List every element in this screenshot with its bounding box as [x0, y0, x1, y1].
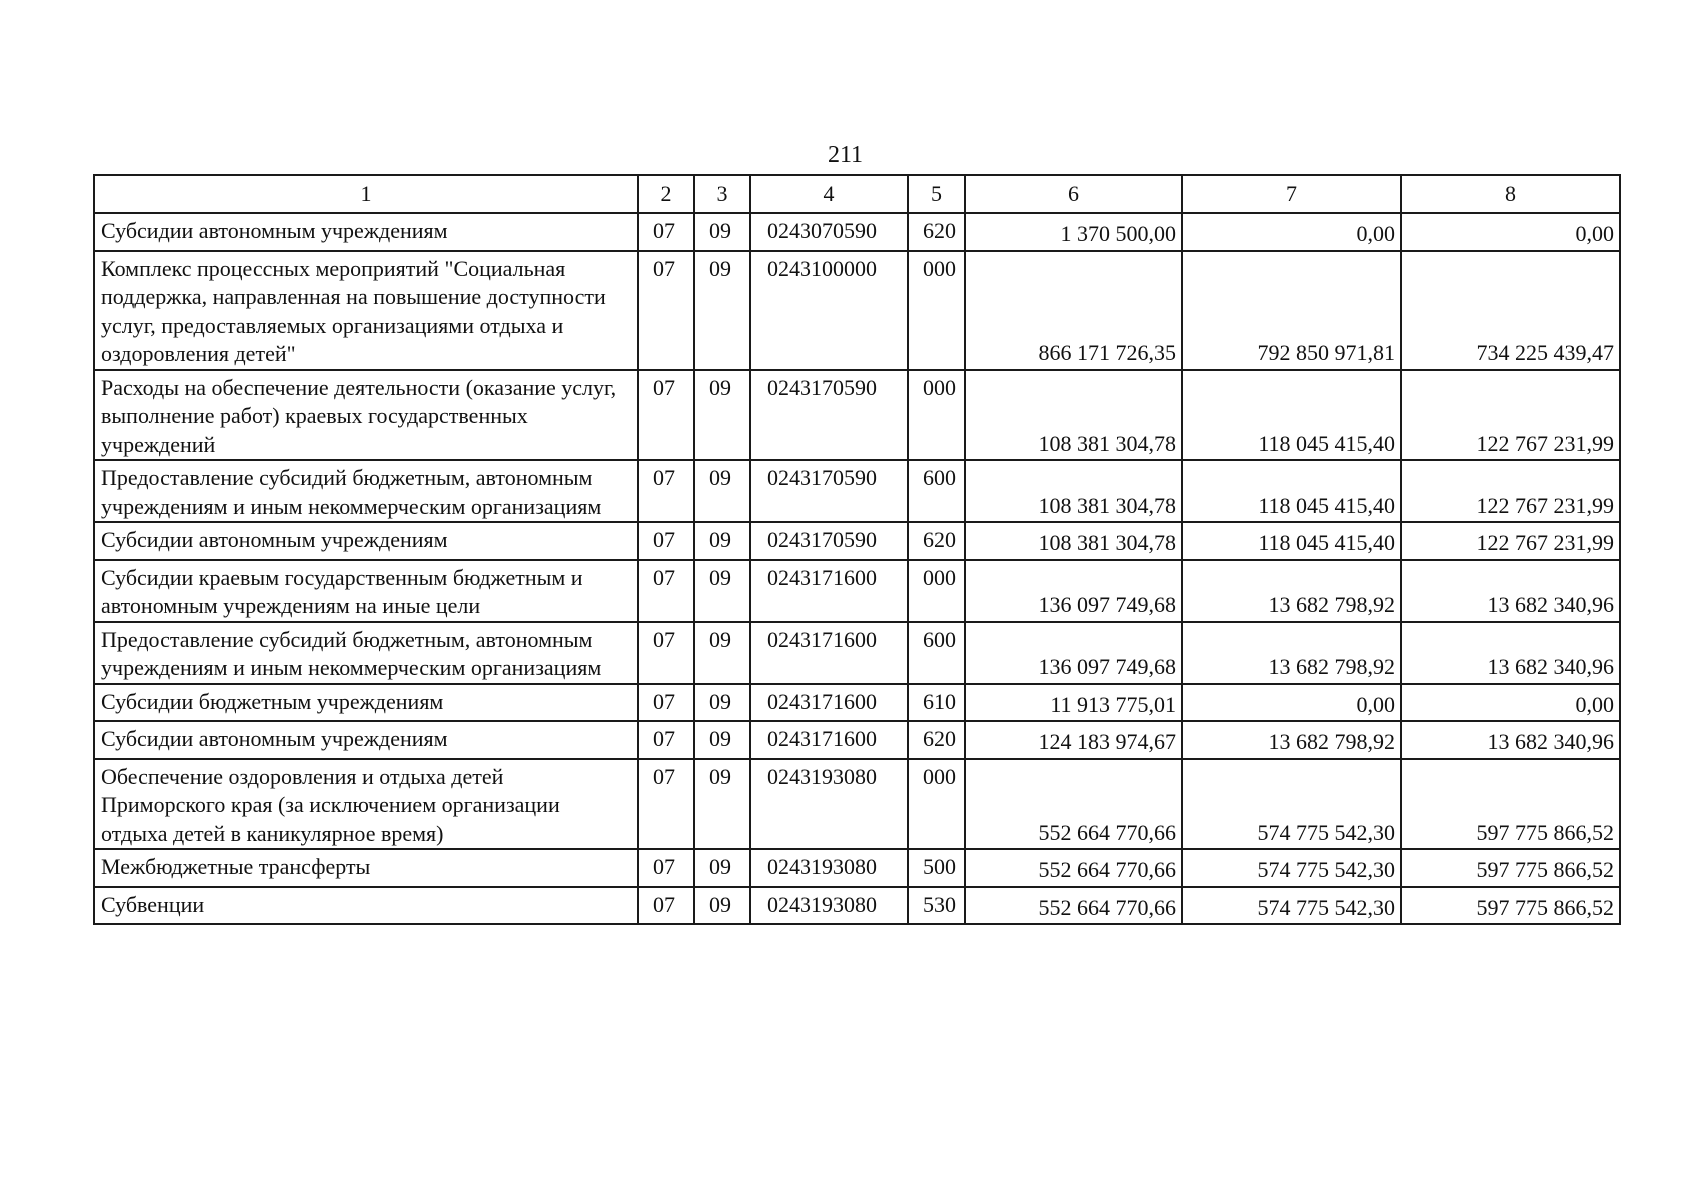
amount-column-6-cell: 108 381 304,78: [965, 460, 1182, 522]
table-row: [94, 560, 1620, 622]
column-header: 3: [694, 175, 750, 213]
amount-column-6-cell: 136 097 749,68: [965, 560, 1182, 622]
target-article-cell: 0243170590: [750, 522, 908, 560]
expense-name-cell: Обеспечение оздоровления и отдыха детей Приморского края (за исключением организации отдыха детей в каникулярное время): [94, 759, 638, 850]
amount-column-8-cell: 122 767 231,99: [1401, 522, 1620, 560]
expense-type-cell: 530: [908, 887, 965, 925]
section-code-cell: 07: [638, 721, 694, 759]
amount-column-8-cell: 13 682 340,96: [1401, 721, 1620, 759]
table-row: [94, 522, 1620, 560]
table-row: [94, 721, 1620, 759]
amount-column-6-cell: 552 664 770,66: [965, 849, 1182, 887]
subsection-code-cell: 09: [694, 759, 750, 850]
amount-column-8-cell: 597 775 866,52: [1401, 887, 1620, 925]
amount-column-8-cell: 597 775 866,52: [1401, 849, 1620, 887]
section-code-cell: 07: [638, 213, 694, 251]
column-header: 6: [965, 175, 1182, 213]
expense-name-cell: Субсидии автономным учреждениям: [94, 213, 638, 251]
section-code-cell: 07: [638, 887, 694, 925]
table-row: [94, 849, 1620, 887]
amount-column-8-cell: 0,00: [1401, 213, 1620, 251]
subsection-code-cell: 09: [694, 849, 750, 887]
target-article-cell: 0243171600: [750, 560, 908, 622]
expense-name-cell: Комплекс процессных мероприятий "Социальная поддержка, направленная на повышение доступности услуг, предоставляемых организациями отдыха и оздоровления детей": [94, 251, 638, 370]
expense-name-cell: Субсидии автономным учреждениям: [94, 721, 638, 759]
expense-name-cell: Межбюджетные трансферты: [94, 849, 638, 887]
target-article-cell: 0243171600: [750, 721, 908, 759]
expense-name-cell: Расходы на обеспечение деятельности (оказание услуг, выполнение работ) краевых государственных учреждений: [94, 370, 638, 461]
amount-column-8-cell: 122 767 231,99: [1401, 370, 1620, 461]
table-row: [94, 213, 1620, 251]
amount-column-7-cell: 13 682 798,92: [1182, 622, 1401, 684]
amount-column-6-cell: 866 171 726,35: [965, 251, 1182, 370]
amount-column-7-cell: 13 682 798,92: [1182, 560, 1401, 622]
expense-type-cell: 000: [908, 560, 965, 622]
expense-name-cell: Субвенции: [94, 887, 638, 925]
table-row: [94, 684, 1620, 722]
amount-column-7-cell: 792 850 971,81: [1182, 251, 1401, 370]
expense-type-cell: 620: [908, 721, 965, 759]
expense-type-cell: 600: [908, 622, 965, 684]
expense-name-cell: Субсидии автономным учреждениям: [94, 522, 638, 560]
section-code-cell: 07: [638, 684, 694, 722]
table-row: [94, 759, 1620, 850]
expense-type-cell: 600: [908, 460, 965, 522]
subsection-code-cell: 09: [694, 522, 750, 560]
expense-type-cell: 620: [908, 522, 965, 560]
amount-column-7-cell: 0,00: [1182, 684, 1401, 722]
subsection-code-cell: 09: [694, 251, 750, 370]
section-code-cell: 07: [638, 849, 694, 887]
amount-column-8-cell: 13 682 340,96: [1401, 560, 1620, 622]
target-article-cell: 0243170590: [750, 370, 908, 461]
target-article-cell: 0243070590: [750, 213, 908, 251]
amount-column-8-cell: 122 767 231,99: [1401, 460, 1620, 522]
expense-type-cell: 000: [908, 370, 965, 461]
amount-column-7-cell: 118 045 415,40: [1182, 522, 1401, 560]
amount-column-6-cell: 108 381 304,78: [965, 522, 1182, 560]
expense-type-cell: 610: [908, 684, 965, 722]
amount-column-8-cell: 734 225 439,47: [1401, 251, 1620, 370]
amount-column-6-cell: 136 097 749,68: [965, 622, 1182, 684]
amount-column-6-cell: 552 664 770,66: [965, 887, 1182, 925]
subsection-code-cell: 09: [694, 721, 750, 759]
amount-column-7-cell: 574 775 542,30: [1182, 887, 1401, 925]
expense-name-cell: Субсидии краевым государственным бюджетным и автономным учреждениям на иные цели: [94, 560, 638, 622]
subsection-code-cell: 09: [694, 622, 750, 684]
table-body: [94, 213, 1620, 924]
amount-column-7-cell: 118 045 415,40: [1182, 370, 1401, 461]
column-header: 4: [750, 175, 908, 213]
target-article-cell: 0243171600: [750, 684, 908, 722]
expense-type-cell: 000: [908, 251, 965, 370]
amount-column-6-cell: 1 370 500,00: [965, 213, 1182, 251]
column-header: 5: [908, 175, 965, 213]
subsection-code-cell: 09: [694, 887, 750, 925]
section-code-cell: 07: [638, 370, 694, 461]
amount-column-8-cell: 13 682 340,96: [1401, 622, 1620, 684]
target-article-cell: 0243171600: [750, 622, 908, 684]
amount-column-6-cell: 108 381 304,78: [965, 370, 1182, 461]
column-header: 1: [94, 175, 638, 213]
amount-column-7-cell: 574 775 542,30: [1182, 849, 1401, 887]
section-code-cell: 07: [638, 560, 694, 622]
amount-column-7-cell: 574 775 542,30: [1182, 759, 1401, 850]
column-header: 8: [1401, 175, 1620, 213]
expense-name-cell: Предоставление субсидий бюджетным, автономным учреждениям и иным некоммерческим организациям: [94, 622, 638, 684]
table-row: [94, 370, 1620, 461]
expense-name-cell: Предоставление субсидий бюджетным, автономным учреждениям и иным некоммерческим организациям: [94, 460, 638, 522]
subsection-code-cell: 09: [694, 213, 750, 251]
target-article-cell: 0243170590: [750, 460, 908, 522]
subsection-code-cell: 09: [694, 560, 750, 622]
expense-type-cell: 620: [908, 213, 965, 251]
table-row: [94, 622, 1620, 684]
section-code-cell: 07: [638, 759, 694, 850]
column-header: 7: [1182, 175, 1401, 213]
expense-type-cell: 500: [908, 849, 965, 887]
target-article-cell: 0243193080: [750, 759, 908, 850]
section-code-cell: 07: [638, 622, 694, 684]
subsection-code-cell: 09: [694, 370, 750, 461]
table-row: [94, 251, 1620, 370]
amount-column-7-cell: 118 045 415,40: [1182, 460, 1401, 522]
expense-type-cell: 000: [908, 759, 965, 850]
budget-table: [93, 174, 1621, 925]
amount-column-6-cell: 552 664 770,66: [965, 759, 1182, 850]
amount-column-6-cell: 124 183 974,67: [965, 721, 1182, 759]
expense-name-cell: Субсидии бюджетным учреждениям: [94, 684, 638, 722]
amount-column-7-cell: 0,00: [1182, 213, 1401, 251]
amount-column-8-cell: 597 775 866,52: [1401, 759, 1620, 850]
section-code-cell: 07: [638, 460, 694, 522]
amount-column-8-cell: 0,00: [1401, 684, 1620, 722]
column-header: 2: [638, 175, 694, 213]
amount-column-7-cell: 13 682 798,92: [1182, 721, 1401, 759]
section-code-cell: 07: [638, 522, 694, 560]
target-article-cell: 0243193080: [750, 849, 908, 887]
header-row: [94, 175, 1620, 213]
table-row: [94, 887, 1620, 925]
subsection-code-cell: 09: [694, 460, 750, 522]
target-article-cell: 0243193080: [750, 887, 908, 925]
subsection-code-cell: 09: [694, 684, 750, 722]
table-row: [94, 460, 1620, 522]
page-number: 211: [827, 142, 864, 168]
target-article-cell: 0243100000: [750, 251, 908, 370]
amount-column-6-cell: 11 913 775,01: [965, 684, 1182, 722]
section-code-cell: 07: [638, 251, 694, 370]
